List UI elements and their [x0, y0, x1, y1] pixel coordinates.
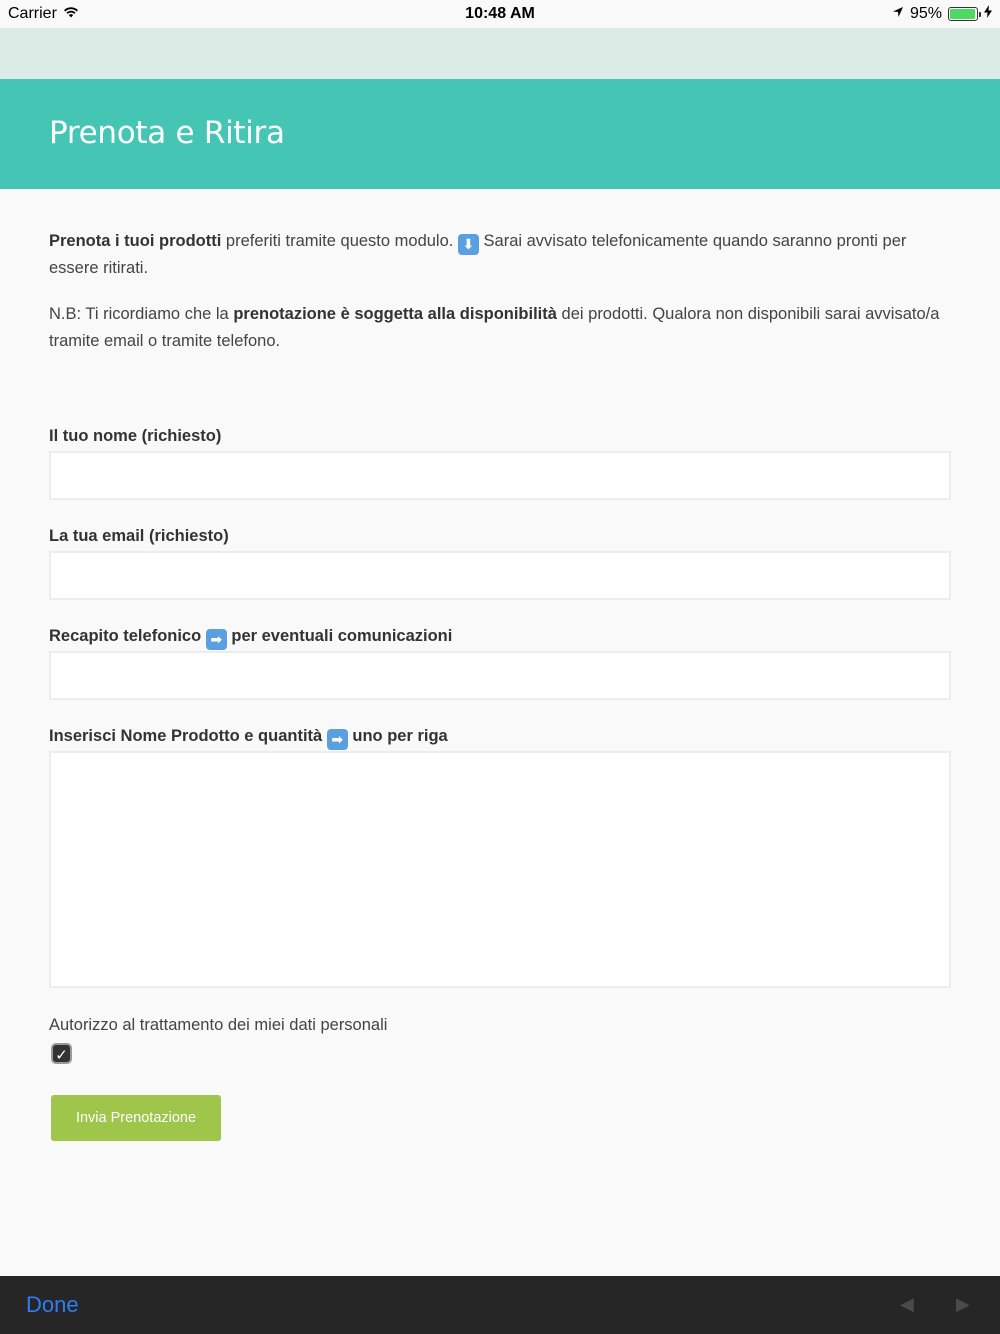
down-arrow-icon: ⬇ — [458, 234, 479, 255]
page-title: Prenota e Ritira — [49, 115, 285, 151]
right-arrow-icon: ➡ — [327, 729, 348, 750]
email-label: La tua email (richiesto) — [49, 527, 229, 545]
checkmark-icon: ✓ — [55, 1047, 68, 1064]
phone-field[interactable] — [49, 651, 951, 700]
carrier-label: Carrier — [8, 5, 57, 22]
consent-label: Autorizzo al trattamento dei miei dati personali — [49, 1016, 388, 1034]
bottom-toolbar — [0, 1276, 1000, 1334]
phone-label-text-1: Recapito telefonico — [49, 627, 206, 645]
next-arrow-icon[interactable]: ▶ — [956, 1294, 970, 1314]
intro-paragraph-1 — [49, 228, 951, 282]
phone-label-text-2: per eventuali comunicazioni — [226, 627, 453, 645]
status-time: 10:48 AM — [465, 5, 535, 22]
status-bar — [0, 0, 1000, 28]
products-label-text-1: Inserisci Nome Prodotto e quantità — [49, 727, 327, 745]
phone-label — [49, 627, 452, 650]
intro-text-2b: dei prodotti. Qualora non disponibili sarai avvisato/a tramite email o tramite telefono. — [49, 305, 940, 350]
location-arrow-icon — [892, 5, 904, 23]
intro-paragraph-2 — [49, 301, 951, 355]
intro-bold-1: Prenota i tuoi prodotti — [49, 232, 222, 250]
intro-text — [49, 228, 951, 355]
web-top-band — [0, 28, 1000, 79]
intro-bold-2: prenotazione è soggetta alla disponibilità — [233, 305, 557, 323]
done-button[interactable]: Done — [26, 1292, 79, 1317]
charging-bolt-icon — [984, 5, 992, 23]
intro-text-1b: Sarai avvisato telefonicamente quando saranno pronti per essere ritirati. — [49, 232, 907, 277]
products-label — [49, 727, 448, 750]
email-field[interactable] — [49, 551, 951, 600]
status-right — [892, 5, 992, 23]
intro-text-2a: N.B: Ti ricordiamo che la — [49, 305, 234, 323]
products-label-text-2: uno per riga — [347, 727, 448, 745]
battery-icon — [948, 7, 978, 21]
previous-arrow-icon[interactable]: ◀ — [900, 1294, 914, 1314]
battery-percent: 95% — [909, 5, 942, 22]
right-arrow-icon: ➡ — [206, 629, 227, 650]
submit-button[interactable]: Invia Prenotazione — [51, 1095, 221, 1141]
page-header — [0, 79, 1000, 189]
consent-checkbox[interactable] — [51, 1043, 72, 1064]
name-label: Il tuo nome (richiesto) — [49, 427, 222, 445]
name-field[interactable] — [49, 451, 951, 500]
products-textarea[interactable] — [49, 751, 951, 988]
intro-text-1a: preferiti tramite questo modulo. — [221, 232, 458, 250]
